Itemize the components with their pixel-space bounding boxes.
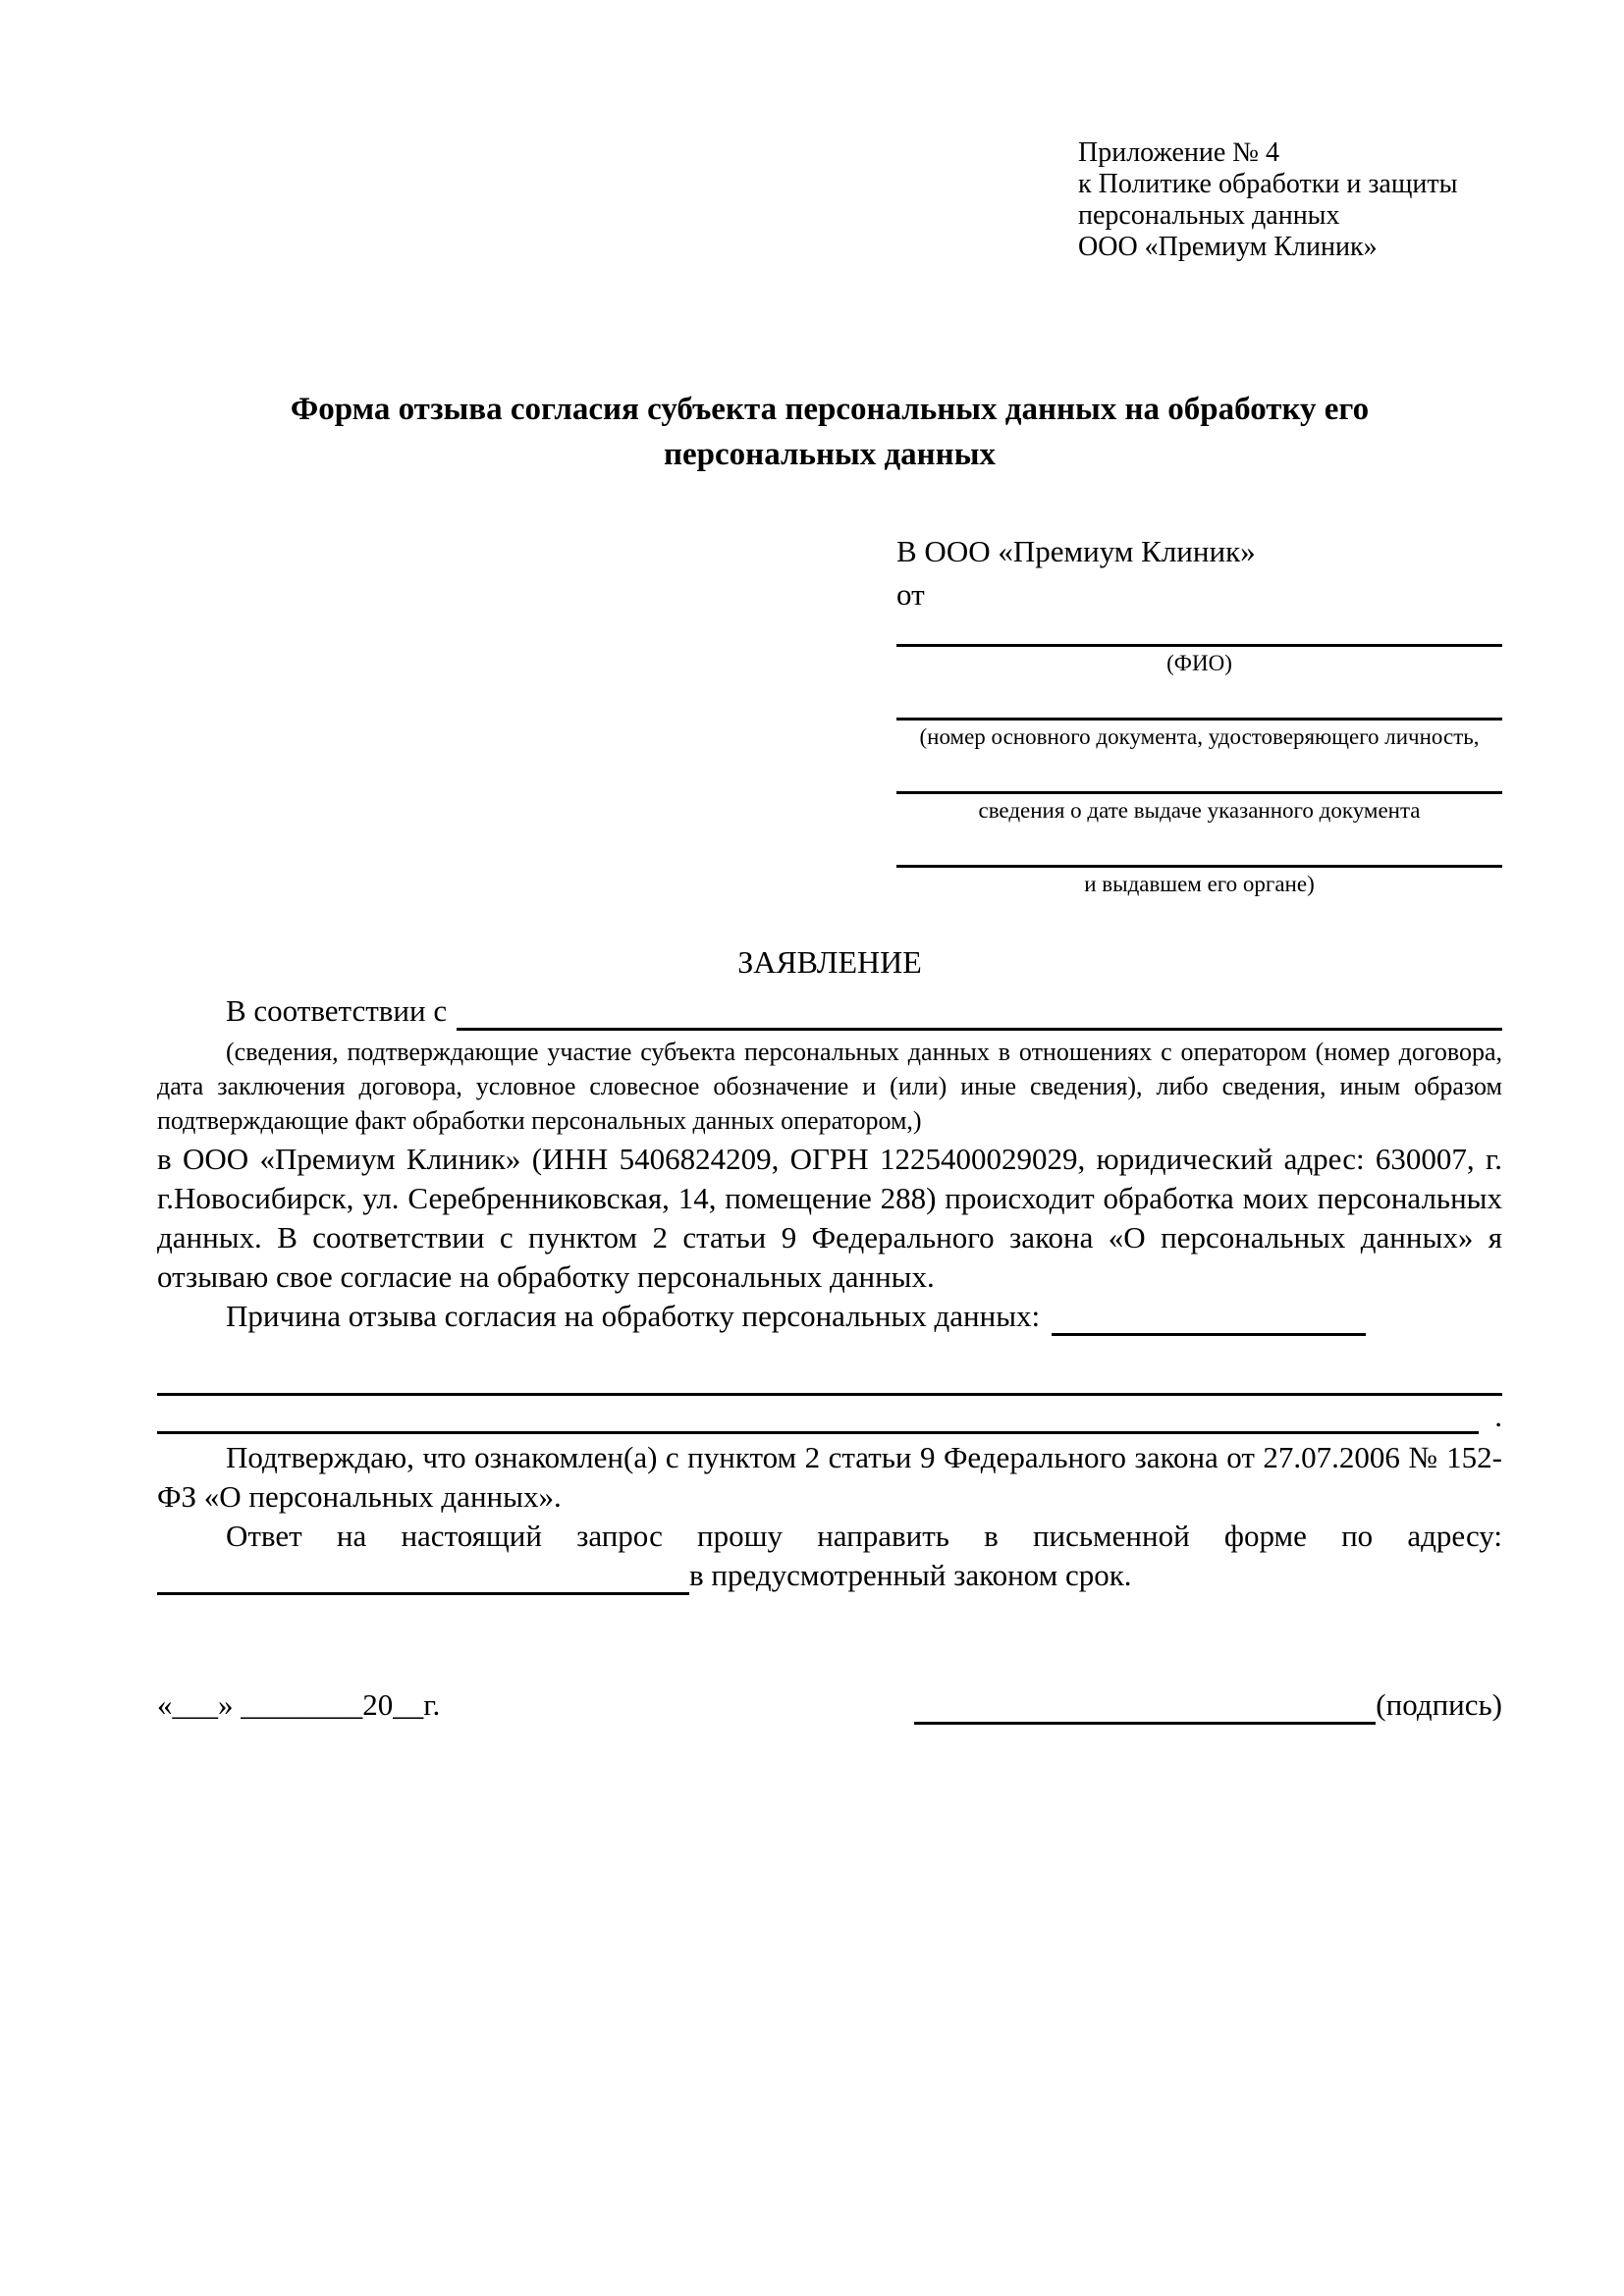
fio-caption: (ФИО) xyxy=(1166,651,1232,675)
appendix-header-line: Приложение № 4 xyxy=(1078,137,1279,168)
issuing-authority-field xyxy=(896,835,1502,897)
reply-address-line xyxy=(157,1556,1502,1595)
issue-date-caption: сведения о дате выдаче указанного документа xyxy=(978,798,1421,823)
issue-date-blank-line xyxy=(896,762,1502,794)
addressee-from: от xyxy=(896,577,925,612)
addressee-block xyxy=(896,532,1502,897)
document-title: Форма отзыва согласия субъекта персональных данных на обработку его персональных данных xyxy=(290,392,1370,472)
reply-request-line: Ответ на настоящий запрос прошу направить в письменной форме по адресу: xyxy=(226,1519,1502,1553)
document-number-blank-line xyxy=(896,688,1502,721)
fio-field xyxy=(896,614,1502,676)
confirmation-paragraph: Подтверждаю, что ознакомлен(а) с пунктом 2 статьи 9 Федерального закона от 27.07.2006 № 152-ФЗ «О персональных данных». xyxy=(157,1440,1502,1514)
document-number-field xyxy=(896,688,1502,750)
appendix-header-line: к Политике обработки и защиты xyxy=(1078,169,1458,199)
date-signature-row xyxy=(157,1685,1502,1725)
addressee-to: В ООО «Премиум Клиник» xyxy=(896,534,1256,568)
reply-address-blank-line xyxy=(157,1559,689,1595)
reason-prefix: Причина отзыва согласия на обработку персональных данных: xyxy=(226,1299,1041,1333)
explanatory-note: (сведения, подтверждающие участие субъекта персональных данных в отношениях с оператором (номер договора, дата заключения договора, условное словесное обозначение и (или) иные сведения), либо сведения, иным образом подтверждающие факт обработки персональных данных оператором,) xyxy=(157,1038,1502,1135)
issue-date-field xyxy=(896,762,1502,824)
signature-blank-line xyxy=(914,1692,1376,1725)
reason-blank-line-2-rule xyxy=(157,1396,1479,1434)
issuing-authority-blank-line xyxy=(896,835,1502,868)
signature-area xyxy=(914,1685,1502,1725)
accordance-blank-line xyxy=(457,994,1502,1031)
appendix-header-line: ООО «Премиум Клиник» xyxy=(1078,232,1378,262)
accordance-prefix: В соответствии с xyxy=(226,993,448,1028)
signature-caption: (подпись) xyxy=(1376,1687,1502,1722)
statement-body: в ООО «Премиум Клиник» (ИНН 5406824209, ОГРН 1225400029029, юридический адрес: 630007, г. г.Новосибирск, ул. Серебренниковская, 14, помещение 288) происходит обработка моих персональных данных. В соответствии с пунктом 2 статьи 9 Федерального закона «О персональных данных» я отзываю свое согласие на обработку персональных данных. xyxy=(157,1142,1502,1294)
appendix-header xyxy=(1078,137,1502,263)
reason-end-period: . xyxy=(1494,1399,1502,1433)
reason-blank-line-short xyxy=(1052,1300,1366,1336)
reason-line xyxy=(157,1297,1502,1336)
appendix-header-line: персональных данных xyxy=(1078,200,1340,231)
fio-blank-line xyxy=(896,614,1502,647)
issuing-authority-caption: и выдавшем его органе) xyxy=(1084,872,1315,896)
reason-blank-line-1 xyxy=(157,1350,1502,1396)
statement-heading: ЗАЯВЛЕНИЕ xyxy=(737,944,922,980)
reply-suffix: в предусмотренный законом срок. xyxy=(689,1558,1132,1592)
accordance-line xyxy=(157,991,1502,1031)
date-blank-text: «___» ________20__г. xyxy=(157,1687,441,1722)
reason-blank-line-2 xyxy=(157,1396,1502,1434)
document-number-caption: (номер основного документа, удостоверяющего личность, xyxy=(919,724,1480,749)
